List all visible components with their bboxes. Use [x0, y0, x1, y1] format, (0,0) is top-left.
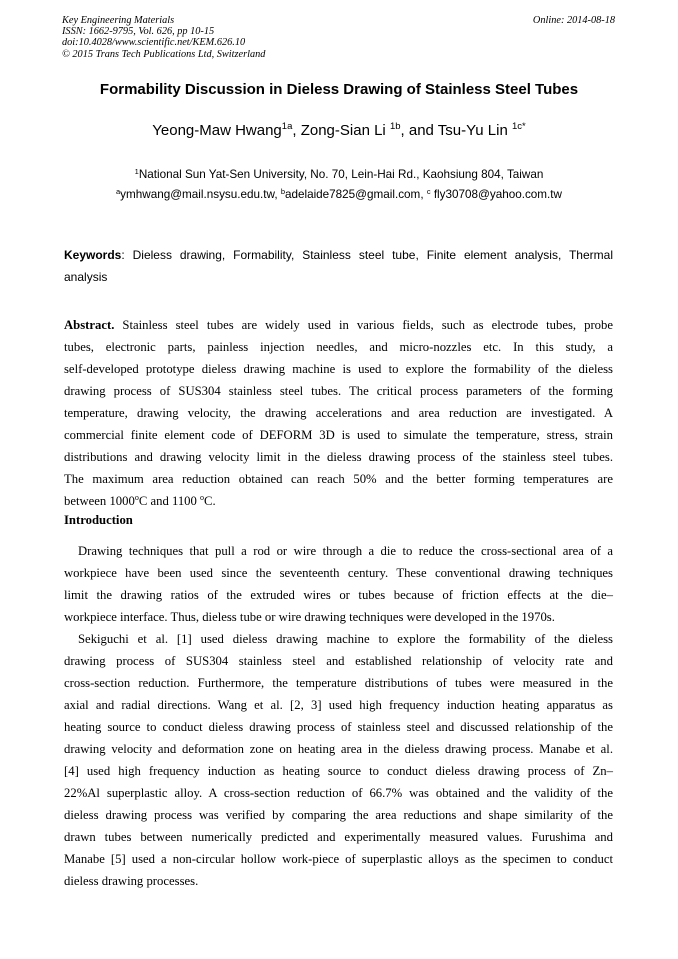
abstract-text: between 1000	[64, 494, 135, 508]
abstract-line	[64, 490, 613, 512]
abstract-line: The maximum area reduction obtained can reach 50% and the better forming temperatures are	[64, 472, 613, 486]
abstract-line: drawing process of SUS304 stainless steel tubes. The critical process parameters of the forming	[64, 384, 613, 398]
author-separator: , and	[400, 122, 438, 139]
author-name: Zong-Sian Li	[300, 122, 386, 139]
abstract-text: C and 1100	[138, 494, 201, 508]
author-affil-mark: 1c*	[512, 121, 526, 132]
issn-line: ISSN: 1662-9795, Vol. 626, pp 10-15	[62, 26, 215, 38]
paragraph	[64, 628, 613, 892]
email-link[interactable]: adelaide7825@gmail.com	[284, 188, 421, 201]
email-separator: ,	[420, 188, 427, 201]
paragraph-line: [4] used high frequency induction as heating source to conduct dieless drawing process of Zn–	[64, 764, 613, 778]
abstract-line: self-developed prototype dieless drawing machine is used to explore the formability of the dieless	[64, 362, 613, 376]
paragraph-line: dieless drawing processes.	[64, 874, 199, 888]
author-affil-mark: 1b	[389, 121, 401, 132]
email-link[interactable]: ymhwang@mail.nsysu.edu.tw	[120, 188, 275, 201]
copyright-line: © 2015 Trans Tech Publications Ltd, Switzerland	[62, 48, 266, 60]
abstract-text: C.	[204, 494, 216, 508]
abstract-text: Stainless steel tubes are widely used in various fields, such as electrode tubes, probe	[114, 318, 613, 332]
paragraph-line: drawing process of SUS304 stainless steel and established relationship of velocity rate and	[64, 654, 613, 668]
author-list	[0, 122, 678, 139]
keywords-line: analysis	[64, 270, 108, 284]
abstract-line: distributions and drawing velocity limit in the dieless drawing process of the stainless steel tubes.	[64, 450, 613, 464]
email-mark: b	[280, 187, 285, 196]
email-separator: ,	[274, 188, 281, 201]
affiliation-block	[0, 165, 678, 205]
section-heading-introduction: Introduction	[64, 513, 133, 527]
journal-header	[62, 15, 265, 60]
author-name: Yeong-Maw Hwang	[152, 122, 282, 139]
email-mark: a	[116, 187, 121, 196]
email-list	[0, 185, 678, 205]
paragraph-line: Sekiguchi et al. [1] used dieless drawing machine to explore the formability of the dieless	[78, 632, 613, 646]
paragraph-line: dieless drawing process was verified by comparing the area reductions and shape similarity of the	[64, 808, 613, 822]
paragraph-line: cross-section reduction. Furthermore, the temperature distributions of tubes were measured in the	[64, 676, 613, 690]
paragraph-line: axial and radial directions. Wang et al. [2, 3] used high frequency induction heating apparatus as	[64, 698, 613, 712]
paper-title: Formability Discussion in Dieless Drawing of Stainless Steel Tubes	[99, 81, 579, 98]
abstract-label: Abstract.	[64, 318, 115, 332]
abstract-line	[64, 314, 613, 336]
degree-mark: o	[200, 493, 205, 502]
paragraph-line: drawing velocity and deformation zone on heating area in the dieless drawing process. Manabe et al.	[64, 742, 613, 756]
paragraph-line: 22%Al superplastic alloy. A cross-section reduction of 66.7% was obtained and the validity of the	[64, 786, 613, 800]
email-link[interactable]: fly30708@yahoo.com.tw	[433, 188, 562, 201]
author-affil-mark: 1a	[281, 121, 293, 132]
paragraph-line: workpiece interface. Thus, dieless tube or wire drawing techniques were developed in the 1970s.	[64, 610, 555, 624]
keywords-section	[64, 244, 613, 288]
keywords-line	[64, 244, 613, 266]
paragraph-line: limit the drawing ratios of the extruded wires or tubes because of friction effects at the die–	[64, 588, 613, 602]
paragraph-line: workpiece have been used since the seventeenth century. These conventional drawing techniques	[64, 566, 613, 580]
keywords-text: : Dieless drawing, Formability, Stainless steel tube, Finite element analysis, Thermal	[121, 248, 613, 262]
abstract-section	[64, 314, 613, 512]
journal-name: Key Engineering Materials	[62, 15, 175, 26]
paragraph	[64, 540, 613, 628]
affiliation	[0, 165, 678, 185]
abstract-line: tubes, electronic parts, painless injection needles, and micro-nozzles etc. In this study, a	[64, 340, 613, 354]
abstract-line: commercial finite element code of DEFORM 3D is used to simulate the temperature, stress, strain	[64, 428, 613, 442]
paragraph-line: Drawing techniques that pull a rod or wire through a die to reduce the cross-sectional area of a	[78, 544, 613, 558]
affiliation-mark: 1	[134, 167, 139, 176]
keywords-label: Keywords	[64, 248, 122, 262]
paragraph-line: heating source to conduct dieless drawing process of stainless steel and discussed relationship of the	[64, 720, 613, 734]
affiliation-text: National Sun Yat-Sen University, No. 70, Lein-Hai Rd., Kaohsiung 804, Taiwan	[138, 168, 544, 181]
author-name: Tsu-Yu Lin	[437, 122, 508, 139]
email-mark: c	[426, 187, 431, 196]
paragraph-line: Manabe [5] used a non-circular hollow work-piece of superplastic alloys as the specimen to conduct	[64, 852, 613, 866]
online-date: Online: 2014-08-18	[532, 15, 615, 26]
degree-mark: o	[134, 493, 139, 502]
abstract-line: temperature, drawing velocity, the drawing accelerations and area reduction are investigated. A	[64, 406, 613, 420]
introduction-section	[64, 540, 613, 892]
paragraph-line: drawn tubes between numerically predicted and experimentally measured values. Furushima and	[64, 830, 613, 844]
doi-line: doi:10.4028/www.scientific.net/KEM.626.10	[62, 37, 246, 49]
author-separator: ,	[292, 122, 301, 139]
